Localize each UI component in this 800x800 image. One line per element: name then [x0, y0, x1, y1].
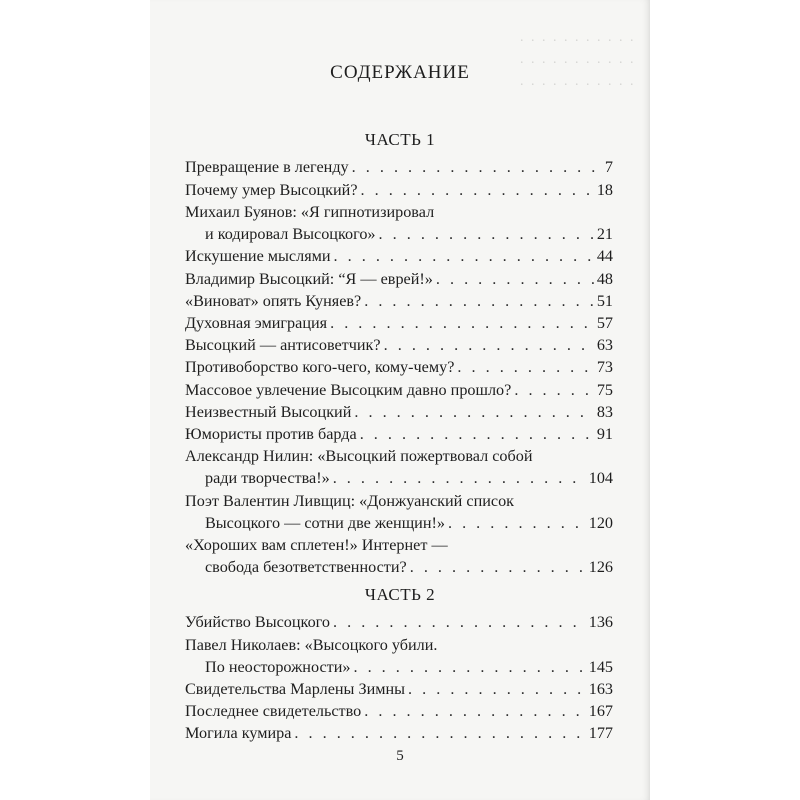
- show-through-marks: . . . . . . . . . . .: [520, 30, 636, 45]
- entry-title: Духовная эмиграция: [185, 314, 328, 332]
- toc-entry[interactable]: [185, 156, 613, 178]
- entry-title: Массовое увлечение Высоцким давно прошло?: [185, 381, 512, 399]
- entry-title: Превращение в легенду: [185, 158, 349, 176]
- entry-title: Свидетельства Марлены Зимны: [185, 680, 406, 698]
- toc-entry[interactable]: [185, 634, 613, 678]
- entry-title-continued: свобода безответственности?: [205, 558, 407, 576]
- toc-entry[interactable]: [185, 611, 613, 633]
- entry-page: 167: [588, 702, 613, 720]
- entry-page: 44: [596, 247, 613, 265]
- leader-dots: [379, 223, 594, 245]
- entry-title-continued: По неосторожности»: [205, 658, 351, 676]
- leader-dots: [361, 179, 594, 201]
- leader-dots: [354, 401, 593, 423]
- entry-title: Владимир Высоцкий: “Я — еврей!»: [185, 270, 433, 288]
- entry-page: 51: [596, 292, 613, 310]
- entry-title-continued: Высоцкого — сотни две женщин!»: [205, 514, 445, 532]
- leader-dots: [384, 334, 594, 356]
- entry-page: 48: [596, 270, 613, 288]
- entry-title: Неизвестный Высоцкий: [185, 403, 352, 421]
- entry-title: Михаил Буянов: «Я гипнотизировал: [185, 203, 435, 221]
- toc-entry[interactable]: [185, 356, 613, 378]
- entry-title: «Виноват» опять Куняев?: [185, 292, 362, 310]
- entry-page: 136: [588, 613, 613, 631]
- leader-dots: [408, 678, 586, 700]
- entry-page: 91: [596, 425, 613, 443]
- leader-dots: [333, 467, 586, 489]
- entry-page: 18: [596, 181, 613, 199]
- entry-title: Последнее свидетельство: [185, 702, 362, 720]
- toc-entry[interactable]: [185, 268, 613, 290]
- entry-title-continued: ради творчества!»: [205, 469, 330, 487]
- toc-entry[interactable]: [185, 423, 613, 445]
- entry-title: «Хороших вам сплетен!» Интернет —: [185, 536, 448, 554]
- entry-page: 75: [596, 381, 613, 399]
- leader-dots: [353, 656, 585, 678]
- entry-title: Высоцкий — антисоветчик?: [185, 336, 381, 354]
- entry-page: 63: [596, 336, 613, 354]
- leader-dots: [364, 290, 594, 312]
- leader-dots: [410, 556, 586, 578]
- entry-title: Поэт Валентин Ливщиц: «Донжуанский список: [185, 492, 515, 510]
- entry-page: 7: [604, 158, 613, 176]
- entry-page: 73: [596, 358, 613, 376]
- entry-page: 57: [596, 314, 613, 332]
- entry-title: Могила кумира: [185, 724, 292, 742]
- leader-dots: [360, 423, 594, 445]
- part-2-heading: ЧАСТЬ 2: [364, 585, 436, 604]
- toc-entry[interactable]: [185, 678, 613, 700]
- toc-entry[interactable]: [185, 179, 613, 201]
- page-title: СОДЕРЖАНИЕ: [330, 62, 470, 83]
- toc-entry[interactable]: [185, 445, 613, 489]
- entry-title: Павел Николаев: «Высоцкого убили.: [185, 636, 438, 654]
- leader-dots: [352, 156, 602, 178]
- leader-dots: [364, 700, 585, 722]
- show-through-marks: . . . . . . . . . . .: [520, 74, 636, 89]
- toc-entry[interactable]: [185, 534, 613, 578]
- leader-dots: [457, 356, 593, 378]
- toc-entry[interactable]: [185, 312, 613, 334]
- leader-dots: [436, 268, 594, 290]
- leader-dots: [294, 722, 585, 744]
- entry-title: Александр Нилин: «Высоцкий пожертвовал собой: [185, 447, 533, 465]
- entry-title: Противоборство кого-чего, кому-чему?: [185, 358, 455, 376]
- leader-dots: [448, 512, 586, 534]
- leader-dots: [333, 611, 586, 633]
- toc-entry[interactable]: [185, 379, 613, 401]
- page-number: 5: [396, 748, 404, 764]
- entry-page: 120: [588, 514, 613, 532]
- show-through-marks: . . . . . . . . . . .: [520, 52, 636, 67]
- leader-dots: [334, 245, 594, 267]
- toc-entry[interactable]: [185, 201, 613, 245]
- entry-page: 126: [588, 558, 613, 576]
- entry-title-continued: и кодировал Высоцкого»: [205, 225, 376, 243]
- toc-entry[interactable]: [185, 334, 613, 356]
- toc-entry[interactable]: [185, 290, 613, 312]
- entry-title: Искушение мыслями: [185, 247, 331, 265]
- entry-title: Юмористы против барда: [185, 425, 357, 443]
- entry-page: 163: [588, 680, 613, 698]
- entry-page: 145: [588, 658, 613, 676]
- leader-dots: [514, 379, 593, 401]
- toc-entry[interactable]: [185, 722, 613, 744]
- leader-dots: [330, 312, 594, 334]
- toc-entry[interactable]: [185, 700, 613, 722]
- entry-page: 104: [588, 469, 613, 487]
- toc-entry[interactable]: [185, 490, 613, 534]
- entry-title: Почему умер Высоцкий?: [185, 181, 358, 199]
- part-1-heading: ЧАСТЬ 1: [364, 130, 436, 149]
- entry-page: 83: [596, 403, 613, 421]
- entry-page: 21: [596, 225, 613, 243]
- entry-page: 177: [588, 724, 613, 742]
- toc-entry[interactable]: [185, 245, 613, 267]
- entry-title: Убийство Высоцкого: [185, 613, 331, 631]
- toc-entry[interactable]: [185, 401, 613, 423]
